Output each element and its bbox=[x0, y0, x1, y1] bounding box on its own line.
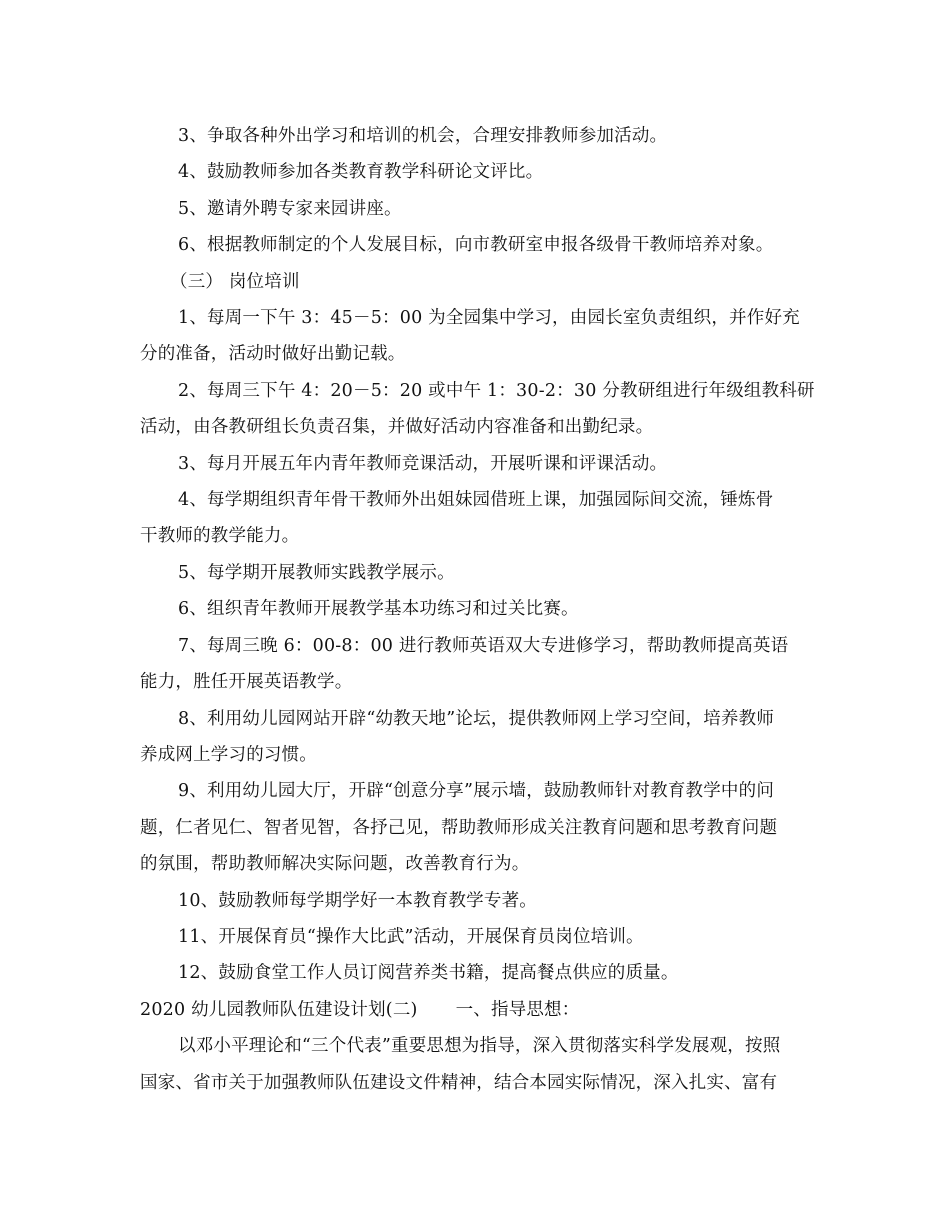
text-line: 6、组织青年教师开展教学基本功练习和过关比赛。 bbox=[178, 599, 579, 620]
text-line: 题，仁者见仁、智者见智，各抒己见，帮助教师形成关注教育问题和思考教育问题 bbox=[140, 817, 778, 838]
document-body bbox=[140, 118, 815, 1101]
text-line: 4、每学期组织青年骨干教师外出姐妹园借班上课，加强园际间交流，锤炼骨 bbox=[178, 490, 774, 511]
training-item-8 bbox=[140, 701, 812, 774]
text-line: 1、每周一下午 3：45－5：00 为全园集中学习，由园长室负责组织，并作好充 bbox=[178, 308, 800, 329]
part2-title: 2020 幼儿园教师队伍建设计划(二) bbox=[140, 999, 418, 1020]
training-item-4 bbox=[140, 482, 812, 555]
text-line: 活动，由各教研组长负责召集，并做好活动内容准备和出勤纪录。 bbox=[140, 417, 654, 438]
text-line: 2、每周三下午 4：20－5：20 或中午 1：30-2：30 分教研组进行年级组教科研 bbox=[178, 380, 815, 401]
training-item-7 bbox=[140, 628, 812, 701]
section-heading: （三） 岗位培训 bbox=[170, 271, 300, 292]
paragraph-item-5 bbox=[140, 191, 812, 227]
training-item-12 bbox=[140, 955, 812, 991]
training-item-1 bbox=[140, 300, 812, 373]
paragraph-item-6 bbox=[140, 227, 812, 263]
training-item-2 bbox=[140, 373, 815, 446]
text-line: 国家、省市关于加强教师队伍建设文件精神，结合本园实际情况，深入扎实、富有 bbox=[140, 1072, 778, 1093]
guiding-ideology-paragraph bbox=[140, 1028, 812, 1101]
text-line: 3、争取各种外出学习和培训的机会，合理安排教师参加活动。 bbox=[178, 126, 668, 146]
text-line: 6、根据教师制定的个人发展目标，向市教研室申报各级骨干教师培养对象。 bbox=[178, 235, 774, 256]
section-heading-job-training bbox=[140, 264, 812, 300]
training-item-10 bbox=[140, 883, 812, 919]
training-item-11 bbox=[140, 919, 812, 955]
text-line: 12、鼓励食堂工作人员订阅营养类书籍，提高餐点供应的质量。 bbox=[178, 963, 679, 984]
paragraph-item-3 bbox=[140, 118, 812, 154]
paragraph-item-4 bbox=[140, 154, 812, 190]
text-line: 以邓小平理论和“三个代表”重要思想为指导，深入贯彻落实科学发展观，按照 bbox=[178, 1036, 781, 1057]
training-item-5 bbox=[140, 555, 812, 591]
part2-heading: 一、指导思想： bbox=[455, 999, 580, 1020]
text-line: 11、开展保育员“操作大比武”活动，开展保育员岗位培训。 bbox=[178, 926, 644, 947]
text-line: 10、鼓励教师每学期学好一本教育教学专著。 bbox=[178, 890, 537, 911]
text-line: 5、邀请外聘专家来园讲座。 bbox=[178, 198, 402, 219]
text-line: 分的准备，活动时做好出勤记载。 bbox=[140, 344, 406, 365]
text-line: 7、每周三晚 6：00-8：00 进行教师英语双大专进修学习，帮助教师提高英语 bbox=[178, 635, 789, 656]
text-line: 干教师的教学能力。 bbox=[140, 526, 300, 547]
training-item-3 bbox=[140, 446, 812, 482]
text-line: 的氛围，帮助教师解决实际问题，改善教育行为。 bbox=[140, 854, 530, 875]
training-item-6 bbox=[140, 591, 812, 627]
text-line: 8、利用幼儿园网站开辟“幼教天地”论坛，提供教师网上学习空间，培养教师 bbox=[178, 708, 775, 729]
text-line: 9、利用幼儿园大厅，开辟“创意分享”展示墙，鼓励教师针对教育教学中的问 bbox=[178, 781, 775, 802]
training-item-9 bbox=[140, 773, 812, 882]
text-line: 4、鼓励教师参加各类教育教学科研论文评比。 bbox=[178, 162, 544, 183]
text-line: 能力，胜任开展英语教学。 bbox=[140, 672, 353, 693]
text-line: 养成网上学习的习惯。 bbox=[140, 744, 317, 765]
part2-title-line bbox=[140, 992, 812, 1028]
text-line: 3、每月开展五年内青年教师竞课活动，开展听课和评课活动。 bbox=[178, 453, 668, 474]
text-line: 5、每学期开展教师实践教学展示。 bbox=[178, 562, 455, 583]
